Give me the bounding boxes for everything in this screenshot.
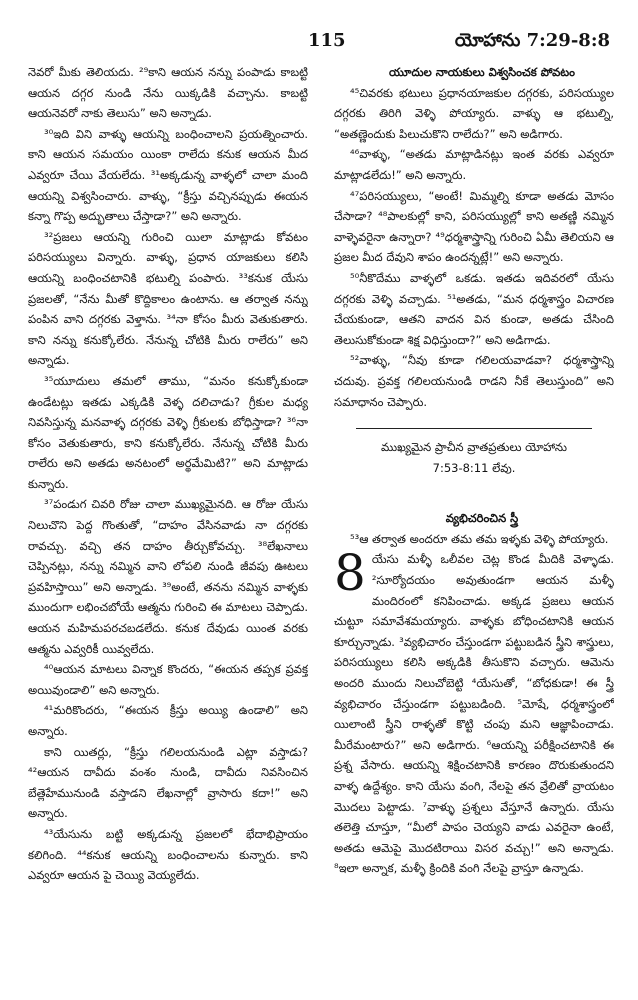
manuscript-note: 7:53-8:11 లేవు. <box>432 460 516 475</box>
paragraph: ⁴⁶వాళ్ళు, “అతడు మాట్లాడినట్లు ఇంత వరకు ఎవ్వరూ మాట్లాడలేదు!” అని అన్నారు. <box>334 147 614 182</box>
paragraph: ⁴⁰ఆయన మాటలు విన్నాక కొందరు, “ఈయన తప్పక ప్రవక్త అయివుండాలి” అని అన్నారు. <box>28 662 308 697</box>
paragraph: ⁴⁷పరిసయ్యులు, “అంటే! మిమ్మల్ని కూడా అతడు మోసం చేసాడా? ⁴⁸పాలకుల్లో కాని, పరిసయ్యుల్లో కాని అతణ్ణి నమ్మిన వాళ్ళెవరైనా ఉన్నారా? ⁴⁹ధర్మశాస్త్రాన్ని గురించి ఏమీ తెలియని ఆ ప్రజల మీద దేవుని శాపం ఉందన్నట్లే!” అని అన్నారు. <box>334 188 614 265</box>
paragraph: ³²ప్రజలు ఆయన్ని గురించి యిలా మాట్లాడు కోవటం పరిసయ్యులు విన్నారు. వాళ్ళు, ప్రధాన యాజకులు కలిసి ఆయన్ని బంధించటానికి భటుల్ని పంపారు. ³³కనుక యేసు ప్రజలతో, “నేను మీతో కొద్దికాలం ఉంటాను. ఆ తర్వాత నన్ను పంపిన వాని దగ్గరకు వెళ్తాను. ³⁴నా కోసం మీరు వెతుకుతారు. కాని నన్ను కనుక్కోలేరు. నేనున్న చోటికి మీరు రాలేరు” అని అన్నాడు. <box>28 229 308 368</box>
paragraph: ⁵⁰నీకొదేము వాళ్ళలో ఒకడు. ఇతడు ఇదివరలో యేసు దగ్గరకు వెళ్ళి వచ్చాడు. ⁵¹అతడు, “మన ధర్మశాస్త్రం విచారణ చేయకుండా, ఆతని వాదన విన కుండా, అతడు చేసింది తెలుసుకోకుండా శిక్ష విధిస్తుందా?” అని అడిగాడు. <box>334 270 614 347</box>
paragraph: ⁴¹మరికొందరు, “ఈయన క్రీస్తు అయ్యి ఉండాలి” అని అన్నారు. <box>28 703 308 738</box>
paragraph: ⁵³ఆ తర్వాత అందరూ తమ తమ ఇళ్ళకు వెళ్ళి పోయ్యారు. <box>350 531 609 546</box>
chapter-paragraph <box>334 544 614 879</box>
section-heading: వ్యభిచరించిన స్త్రీ <box>445 511 519 526</box>
paragraph: ³⁵యూదులు తమలో తాము, “మనం కనుక్కోకుండా ఉండేటట్లు ఇతడు ఎక్కడికి వెళ్ళ దలిచాడు? గ్రీకుల మధ్య నివసిస్తున్న మనవాళ్ళ దగ్గరకు వెళ్ళి గ్రీకులకు బోధిస్తాడా? ³⁶నా కోసం వెతుకుతారు, కాని కనుక్కోలేరు. నేనున్న చోటికి మీరు రాలేరు అని అతడు అనటంలో అర్థమేమిటి?” అని మాట్లాడు కున్నారు. <box>28 373 308 491</box>
footnote-divider <box>356 428 592 429</box>
paragraph: నెవరో మీకు తెలియదు. ²⁹కాని ఆయన నన్ను పంపాడు కాబట్టి ఆయన దగ్గర నుండి నేను యిక్కడికి వచ్చాను. కాబట్టి ఆయనెవరో నాకు తెలుసు” అని అన్నాడు. <box>28 65 308 121</box>
paragraph: ⁴⁵చివరకు భటులు ప్రధానయాజకుల దగ్గరకు, పరిసయ్యుల దగ్గరకు తిరిగి వెళ్ళి పోయ్యారు. వాళ్ళు ఆ భటుల్ని, “అతణ్ణెందుకు పిలుచుకొని రాలేదు?” అని అడిగారు. <box>334 85 614 141</box>
running-head: యోహాను 7:29-8:8 <box>454 30 610 51</box>
right-column <box>334 62 614 997</box>
paragraph-text: యేసు మళ్ళీ ఒలీవల చెట్ల కొండ మీదికి వెళ్ళాడు. ²సూర్యోదయం అవుతుండగా ఆయన మళ్ళీ మందిరంలో కనిపించాడు. అక్కడ ప్రజలు ఆయన చుట్టూ సమావేశమయ్యారు. వాళ్ళకు బోధించటానికి ఆయన కూర్చున్నాడు. ³వ్యభిచారం చేస్తుండగా పట్టుబడిన స్త్రీని శాస్త్రులు, పరిసయ్యులు కలిసి అక్కడికి తీసుకొని వచ్చారు. ఆమెను అందరి ముందు నిలుచోబెట్టి ⁴యేసుతో, “బోధకుడా! ఈ స్త్రీ వ్యభిచారం చేస్తుండగా పట్టుబడింది. ⁵మోషే, ధర్మశాస్త్రంలో యిలాంటి స్త్రీని రాళ్ళతో కొట్టి చంపు మని ఆజ్ఞాపించాడు. మీరేమంటారు?” అని అడిగారు. ⁶ఆయన్ని పరీక్షించటానికి ఈ ప్రశ్న వేసారు. ఆయన్ని శిక్షించటానికి కారణం దొరుకుతుందని వాళ్ళ ఉద్దేశ్యం. కాని యేసు వంగి, నేలపై తన వ్రేలితో వ్రాయటం మొదలు పెట్టాడు. ⁷వాళ్ళు ప్రశ్నలు వేస్తూనే ఉన్నారు. యేసు తలెత్తి చూస్తూ, “మీలో పాపం చెయ్యని వాడు ఎవరైనా ఉంటే, అతడు ఆమెపై మొదటిరాయి విసర వచ్చు!” అని అన్నాడు. ⁸ఇలా అన్నాక, మళ్ళీ క్రిందికి వంగి నేలపై వ్రాస్తూ ఉన్నాడు. <box>334 552 614 876</box>
paragraph: ³⁷పండుగ చివరి రోజు చాలా ముఖ్యమైనది. ఆ రోజు యేసు నిలుచొని పెద్ద గొంతుతో, “దాహం వేసినవాడు నా దగ్గరకు రావచ్చు. వచ్చి తన దాహం తీర్చుకోవచ్చు. ³⁸లేఖనాలు చెప్పినట్లు, నన్ను నమ్మిన వాని లోపలి నుండి జీవపు ఊటలు ప్రవహిస్తాయి” అని అన్నాడు. ³⁹అంటే, తనను నమ్మిన వాళ్ళకు ముందుగా లభించబోయే ఆత్మను గురించి ఈ మాటలు చెప్పాడు. ఆయన మహిమపరచబడలేదు. కనుక దేవుడు యింత వరకు ఆత్మను ఎవ్వరికీ యివ్వలేదు. <box>28 497 308 656</box>
left-column <box>28 62 308 997</box>
paragraph: ⁴³యేసును బట్టి అక్కడున్న ప్రజలలో భేదాభిప్రాయం కలిగింది. ⁴⁴కనుక ఆయన్ని బంధించాలను కున్నారు. కాని ఎవ్వరూ ఆయన పై చెయ్యి వెయ్యలేదు. <box>28 826 308 883</box>
page-header <box>0 30 638 54</box>
manuscript-note: ముఖ్యమైన ప్రాచీన వ్రాతప్రతులు యోహాను <box>381 440 567 455</box>
chapter-number: 8 <box>334 544 366 603</box>
section-heading: యూదుల నాయకులు విశ్వసించక పోవటం <box>389 65 575 79</box>
page-number: 115 <box>308 30 346 51</box>
paragraph: కాని యితర్లు, “క్రీస్తు గలిలయనుండి ఎట్లా వస్తాడు? ⁴²ఆయన దావీదు వంశం నుండి, దావీదు నివసించిన బేత్లెహేమునుండి వస్తాడని లేఖనాల్లో వ్రాసారు కదా!” అని అన్నారు. <box>28 744 308 821</box>
paragraph: ⁵²వాళ్ళు, “నీవు కూడా గలిలయవాడవా? ధర్మశాస్త్రాన్ని చదువు. ప్రవక్త గలిలయనుండి రాడని నీకే తెలుస్తుంది” అని సమాధానం చెప్పారు. <box>334 353 614 409</box>
spacer <box>334 478 614 508</box>
paragraph: ³⁰ఇది విని వాళ్ళు ఆయన్ని బంధించాలని ప్రయత్నించారు. కాని ఆయన సమయం యింకా రాలేదు కనుక ఆయన మీద ఎవ్వరూ చేయి వేయలేదు. ³¹అక్కడున్న వాళ్ళలో చాలా మంది ఆయన్ని విశ్వసించారు. వాళ్ళు, “క్రీస్తు వచ్చినప్పుడు ఈయన కన్నా గొప్ప అద్భుతాలు చేస్తాడా?” అని అన్నారు. <box>28 126 308 224</box>
